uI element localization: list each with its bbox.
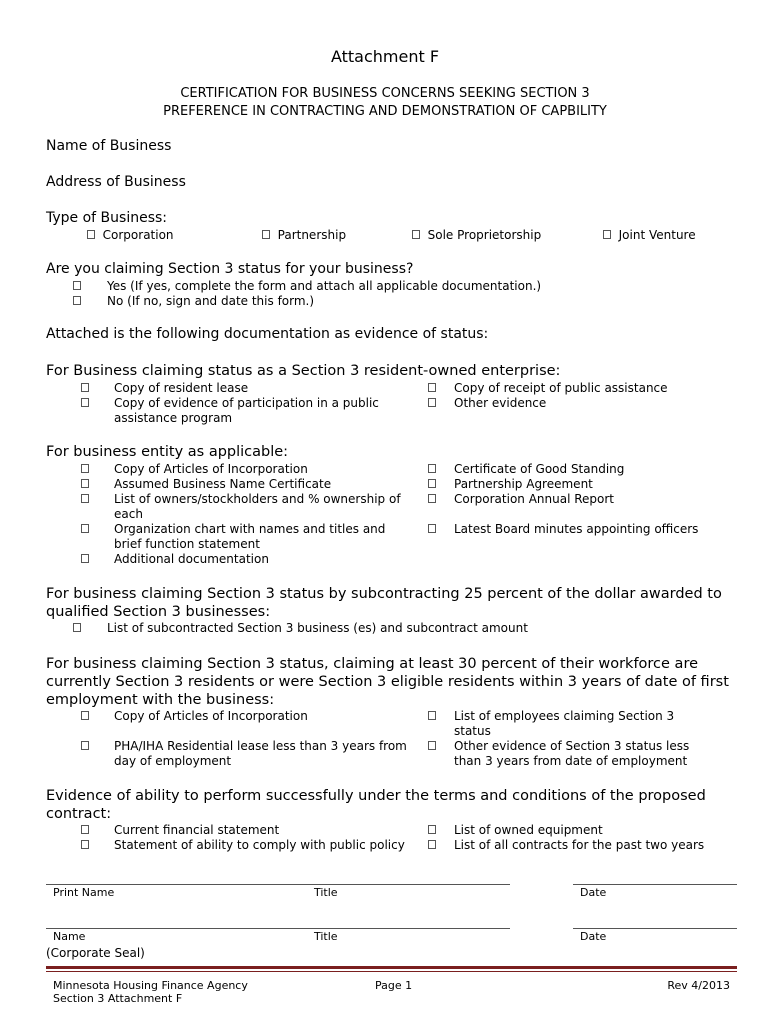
checkbox[interactable] <box>428 711 436 720</box>
heading-line-2: PREFERENCE IN CONTRACTING AND DEMONSTRATION OF CAPBILITY <box>163 104 607 119</box>
attached-label: Attached is the following documentation as evidence of status: <box>46 326 489 342</box>
type-option-sole-proprietorship[interactable]: Sole Proprietorship <box>412 228 541 242</box>
checkbox[interactable] <box>81 711 89 720</box>
checkbox[interactable] <box>428 383 436 392</box>
checkbox[interactable] <box>412 230 420 239</box>
workforce-heading: For business claiming Section 3 status, claiming at least 30 percent of their workforce are currently Section 3 residents or were Section 3 eligible residents within 3 years of date of first employment with the business: <box>46 656 729 708</box>
checkbox[interactable] <box>81 825 89 834</box>
workforce-right-item[interactable] <box>428 709 436 723</box>
entity-left-item[interactable] <box>81 522 89 536</box>
workforce-right-item-label: Other evidence of Section 3 status less than 3 years from date of employment <box>454 739 690 768</box>
entity-left-item-label: List of owners/stockholders and % ownership of each <box>114 492 401 521</box>
workforce-right-item-label: List of employees claiming Section 3 status <box>454 709 675 738</box>
checkbox[interactable] <box>81 840 89 849</box>
checkbox[interactable] <box>81 741 89 750</box>
claim-question: Are you claiming Section 3 status for your business? <box>46 261 414 277</box>
subcontract-item[interactable]: List of subcontracted Section 3 business (es) and subcontract amount <box>73 621 81 635</box>
workforce-right-item[interactable] <box>428 739 436 753</box>
entity-right-item[interactable]: Certificate of Good Standing <box>428 462 436 476</box>
date-label: Date <box>580 930 607 943</box>
checkbox[interactable] <box>428 494 436 503</box>
checkbox[interactable] <box>73 281 81 290</box>
checkbox[interactable] <box>73 623 81 632</box>
checkbox[interactable] <box>428 825 436 834</box>
corporate-seal-label: (Corporate Seal) <box>46 946 145 960</box>
date-label: Date <box>580 886 607 899</box>
checkbox[interactable] <box>87 230 95 239</box>
date-line[interactable] <box>573 884 737 885</box>
resident-left-item[interactable] <box>81 396 89 410</box>
workforce-left-item[interactable]: Copy of Articles of Incorporation <box>81 709 89 723</box>
entity-left-item[interactable] <box>81 492 89 506</box>
print-name-label: Print Name <box>53 886 115 899</box>
ability-right-item[interactable]: List of owned equipment <box>428 823 436 837</box>
claim-no[interactable]: No (If no, sign and date this form.) <box>73 294 81 308</box>
checkbox[interactable] <box>428 398 436 407</box>
ability-right-item[interactable]: List of all contracts for the past two years <box>428 838 436 852</box>
name-line[interactable] <box>46 928 510 929</box>
entity-left-item-label: Organization chart with names and titles and brief function statement <box>114 522 386 551</box>
checkbox[interactable] <box>81 494 89 503</box>
checkbox[interactable] <box>262 230 270 239</box>
signature-line[interactable] <box>46 884 510 885</box>
resident-left-item-label: Copy of evidence of participation in a public assistance program <box>114 396 379 425</box>
checkbox[interactable] <box>81 524 89 533</box>
name-label: Name <box>53 930 86 943</box>
resident-heading: For Business claiming status as a Section 3 resident-owned enterprise: <box>46 363 561 379</box>
type-option-joint-venture[interactable]: Joint Venture <box>603 228 696 242</box>
resident-right-item[interactable]: Other evidence <box>428 396 436 410</box>
checkbox[interactable] <box>81 383 89 392</box>
title-label: Title <box>314 930 338 943</box>
checkbox[interactable] <box>603 230 611 239</box>
entity-right-item[interactable]: Corporation Annual Report <box>428 492 436 506</box>
subcontract-heading: For business claiming Section 3 status by subcontracting 25 percent of the dollar awarded to qualified Section 3 businesses: <box>46 586 722 620</box>
entity-left-item[interactable]: Assumed Business Name Certificate <box>81 477 89 491</box>
ability-left-item[interactable]: Statement of ability to comply with public policy <box>81 838 89 852</box>
entity-heading: For business entity as applicable: <box>46 444 289 460</box>
workforce-left-item-label: PHA/IHA Residential lease less than 3 years from day of employment <box>114 739 407 768</box>
entity-right-item[interactable]: Partnership Agreement <box>428 477 436 491</box>
footer-rule <box>46 966 737 969</box>
address-of-business-label: Address of Business <box>46 174 186 190</box>
entity-left-item[interactable]: Copy of Articles of Incorporation <box>81 462 89 476</box>
claim-yes[interactable]: Yes (If yes, complete the form and attach all applicable documentation.) <box>73 279 81 293</box>
checkbox[interactable] <box>81 398 89 407</box>
checkbox[interactable] <box>81 464 89 473</box>
footer-agency: Minnesota Housing Finance Agency Section 3 Attachment F <box>53 979 248 1005</box>
footer-rev: Rev 4/2013 <box>667 979 730 992</box>
checkbox[interactable] <box>428 741 436 750</box>
type-option-partnership[interactable]: Partnership <box>262 228 346 242</box>
resident-right-item[interactable]: Copy of receipt of public assistance <box>428 381 436 395</box>
checkbox[interactable] <box>428 524 436 533</box>
heading-line-1: CERTIFICATION FOR BUSINESS CONCERNS SEEKING SECTION 3 <box>180 86 590 101</box>
footer-rule-thin <box>46 971 737 972</box>
checkbox[interactable] <box>73 296 81 305</box>
footer-page: Page 1 <box>375 979 413 992</box>
ability-left-item[interactable]: Current financial statement <box>81 823 89 837</box>
date-line[interactable] <box>573 928 737 929</box>
title-label: Title <box>314 886 338 899</box>
name-of-business-label: Name of Business <box>46 138 172 154</box>
page-title: Attachment F <box>330 47 440 66</box>
resident-left-item[interactable]: Copy of resident lease <box>81 381 89 395</box>
type-option-corporation[interactable]: Corporation <box>87 228 174 242</box>
workforce-left-item[interactable] <box>81 739 89 753</box>
checkbox[interactable] <box>428 479 436 488</box>
checkbox[interactable] <box>81 479 89 488</box>
entity-right-item[interactable]: Latest Board minutes appointing officers <box>428 522 436 536</box>
ability-heading: Evidence of ability to perform successfully under the terms and conditions of the proposed contract: <box>46 788 706 822</box>
checkbox[interactable] <box>428 840 436 849</box>
checkbox[interactable] <box>428 464 436 473</box>
checkbox[interactable] <box>81 554 89 563</box>
type-of-business-label: Type of Business: <box>46 210 168 226</box>
entity-left-item[interactable]: Additional documentation <box>81 552 89 566</box>
